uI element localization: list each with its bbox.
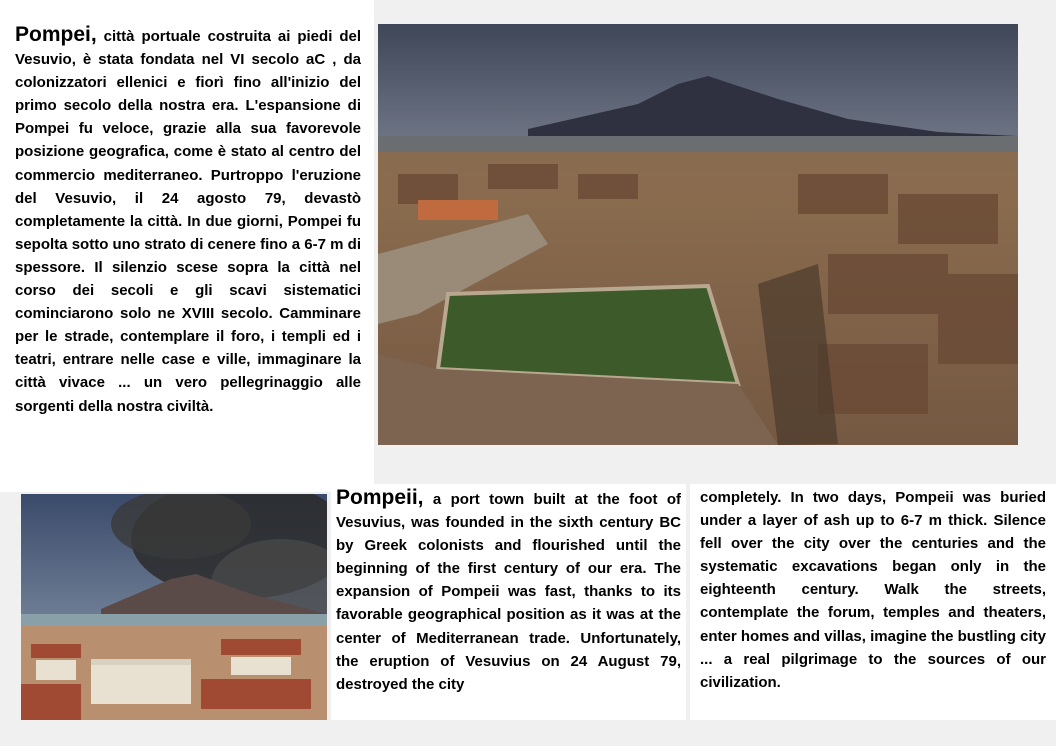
english-paragraph-part2 <box>700 486 1046 694</box>
italian-heading: Pompei, <box>15 23 97 46</box>
english-body-part1: a port town built at the foot of Vesuvius, was founded in the sixth century BC by Greek colonists and flourished until the beginning of the first century of our era. The expansion of Pompeii was fast, thanks to its favorable geographical position as it was at the center of Mediterranean trade. Unfortunately, the eruption of Vesuvius on 24 August 79, destroyed the city <box>336 491 681 693</box>
english-heading: Pompeii, <box>336 486 424 509</box>
aerial-pompeii-photo <box>378 24 1018 445</box>
vesuvius-eruption-illustration <box>21 494 327 720</box>
english-paragraph-part1 <box>336 486 681 696</box>
italian-paragraph <box>15 23 361 418</box>
english-body-part2: completely. In two days, Pompeii was buried under a layer of ash up to 6-7 m thick. Silence fell over the city over the centuries and the systematic excavations began only in the eighteenth century. Walk the streets, contemplate the forum, temples and theaters, enter homes and villas, imagine the bustling city ... a real pilgrimage to the sources of our civilization. <box>700 489 1046 691</box>
italian-body: città portuale costruita ai piedi del Vesuvio, è stata fondata nel VI secolo aC , da colonizzatori ellenici e fiorì fino all'inizio del primo secolo della nostra era. L'espansione di Pompei fu veloce, grazie alla sua favorevole posizione geografica, come è stato al centro del commercio mediterraneo. Purtroppo l'eruzione del Vesuvio, il 24 agosto 79, devastò completamente la città. In due giorni, Pompei fu sepolta sotto uno strato di cenere fino a 6-7 m di spessore. Il silenzio scese sopra la città nel corso dei secoli e gli scavi sistematici cominciarono solo ne XVIII secolo. Camminare per le strade, contemplare il foro, i templi ed i teatri, entrare nelle case e ville, immaginare la città vivace ... un vero pellegrinaggio alle sorgenti della nostra civiltà. <box>15 28 361 415</box>
